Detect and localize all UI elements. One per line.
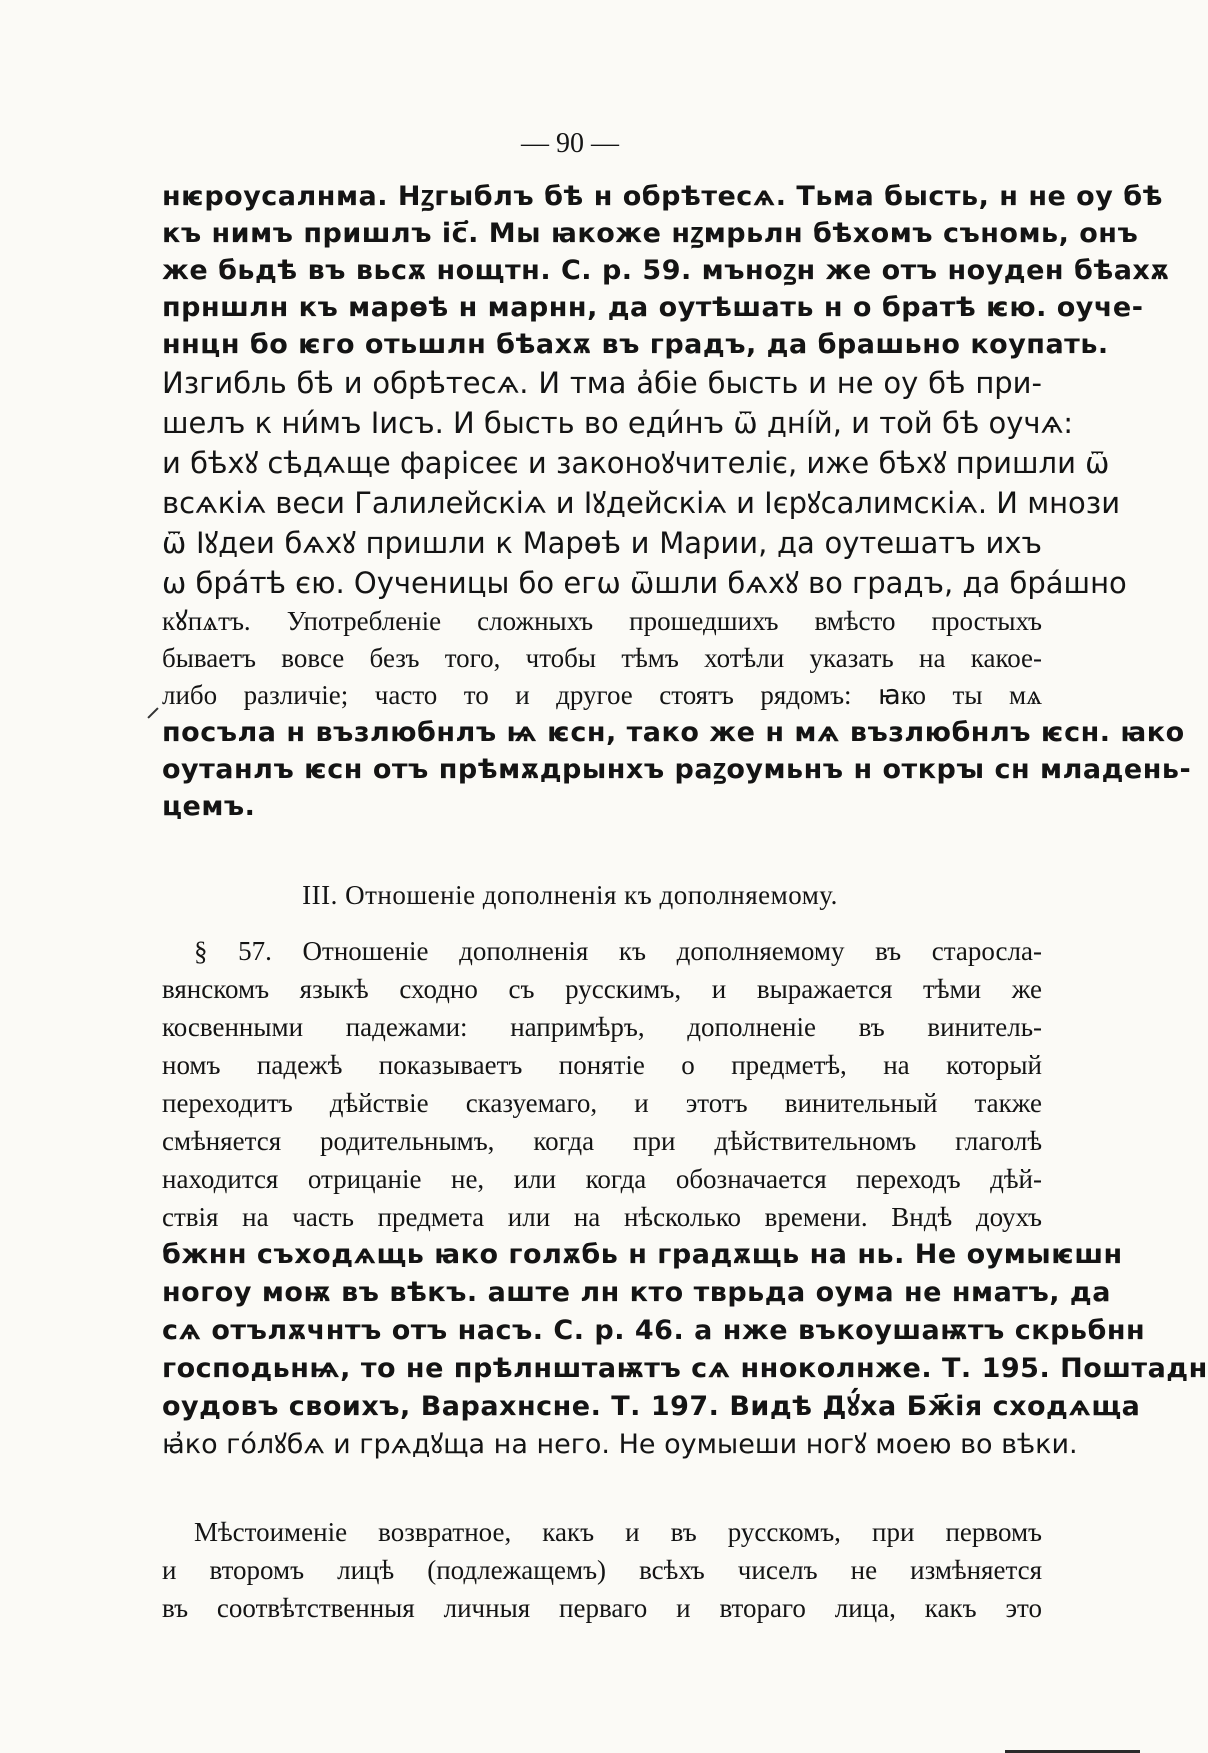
text-line: ннцн бо ѥго отьшлн бѣахѫ въ градъ, да брашьно коупать.: [162, 329, 1109, 360]
text-line: переходитъ дѣйствіе сказуемаго, и этотъ винительный также: [162, 1088, 1042, 1118]
text-line: оудовъ своихъ, Варахнсне. Т. 197. Видѣ Дꙋ́ха Бж҃ія сходѧща: [162, 1391, 1141, 1422]
text-line: же бьдѣ въ вьсѫ нощтн. С. р. 59. мъноꙁн же отъ ноуден бѣахѫ: [162, 255, 1170, 286]
text-line: прншлн къ марѳѣ н марнн, да оутѣшать н о братѣ ѥю. оуче-: [162, 292, 1144, 323]
section-heading: III. Отношеніе дополненія къ дополняемому.: [302, 880, 838, 910]
text-line: оутанлъ ѥсн отъ прѣмѫдрынхъ раꙁоумьнъ н открꙑ сн младень-: [162, 754, 1192, 785]
text-line: либо различіе; часто то и другое стоятъ рядомъ: ꙗко ты мѧ: [162, 680, 1042, 710]
text-line: Изгибль бѣ и обрѣтесѧ. И тма а҆біе бысть и не оу бѣ при-: [162, 366, 1042, 400]
text-line: § 57. Отношеніе дополненія къ дополняемому въ старосла-: [194, 936, 1042, 966]
paragraph-3: [162, 1513, 1042, 1627]
text-line: ствія на часть предмета или на нѣсколько времени. Вндѣ доухъ: [162, 1202, 1042, 1232]
text-line: Мѣстоименіе возвратное, какъ и въ русскомъ, при первомъ: [194, 1517, 1042, 1547]
margin-pencil-mark: [147, 707, 158, 718]
text-line: и второмъ лицѣ (подлежащемъ) всѣхъ чиселъ не измѣняется: [162, 1555, 1042, 1585]
text-line: шелъ к ни́мъ Іисъ. И бысть во еди́нъ ѿ дні́й, и той бѣ оучѧ:: [162, 406, 1074, 440]
text-line: номъ падежѣ показываетъ понятіе о предметѣ, на который: [162, 1050, 1042, 1080]
text-line: и бѣхꙋ сѣдѧще фарісеє и законоꙋчителіє, иже бѣхꙋ пришли ѿ: [162, 446, 1110, 480]
text-line: бжнн съходѧщь ꙗко голѫбь н градѫщь на нь. Не оумыѥшн: [162, 1239, 1123, 1270]
text-line: къ нимъ пришлъ іс҃. Мы ꙗкоже нꙁмрьлн бѣхомъ съномь, онъ: [162, 218, 1139, 249]
text-line: бываетъ вовсе безъ того, чтобы тѣмъ хотѣли указать на какое-: [162, 643, 1042, 673]
text-line: всѧкіѧ веси Галилейскіѧ и Іꙋдейскіѧ и Ієрꙋсалимскіѧ. И мнози: [162, 486, 1121, 520]
text-line: косвенными падежами: напримѣръ, дополненіе въ винитель-: [162, 1012, 1042, 1042]
text-line: посъла н възлюбнлъ ѩ ѥсн, тако же н мѧ възлюбнлъ ѥсн. ꙗко: [162, 717, 1185, 748]
page-number: — 90 —: [521, 128, 619, 159]
text-line: вянскомъ языкѣ сходно съ русскимъ, и выражается тѣми же: [162, 974, 1042, 1004]
text-line: въ соотвѣтственныя личныя перваго и втораго лица, какъ это: [162, 1593, 1042, 1623]
text-line: цемъ.: [162, 791, 256, 822]
text-line: нѥроусалнма. Нꙁгыблъ бѣ н обрѣтесѧ. Тьма бысть, н не оу бѣ: [162, 181, 1163, 212]
text-line: ѡ бра́тѣ єю. Оученицы бо егѡ ѿшли бѧхꙋ во градъ, да бра́шно: [162, 566, 1127, 600]
text-line: смѣняется родительнымъ, когда при дѣйствительномъ глаголѣ: [162, 1126, 1042, 1156]
text-line: ѿ Іꙋдеи бѧхꙋ пришли к Марѳѣ и Марии, да оутешатъ ихъ: [162, 526, 1042, 560]
text-line: господьнѩ, то не прѣлнштаѭтъ сѧ нноколнже. Т. 195. Поштадн: [162, 1353, 1208, 1384]
text-line: ꙗ҆ко го́лꙋбѧ и грѧдꙋща на него. Не оумыеши ногꙋ моею во вѣки.: [162, 1429, 1078, 1460]
text-line: ногоу моѭ въ вѣкъ. аште лн кто тврьда оума не нматъ, да: [162, 1277, 1111, 1308]
paragraph-1: [162, 178, 1192, 825]
paragraph-2: [162, 932, 1208, 1464]
text-line: кꙋпѧтъ. Употребленіе сложныхъ прошедшихъ вмѣсто простыхъ: [162, 606, 1042, 636]
text-line: сѧ отълѫчнтъ отъ насъ. С. р. 46. а нже въкоушаѭтъ скрьбнн: [162, 1315, 1146, 1346]
text-line: находится отрицаніе не, или когда обозначается переходъ дѣй-: [162, 1164, 1042, 1194]
